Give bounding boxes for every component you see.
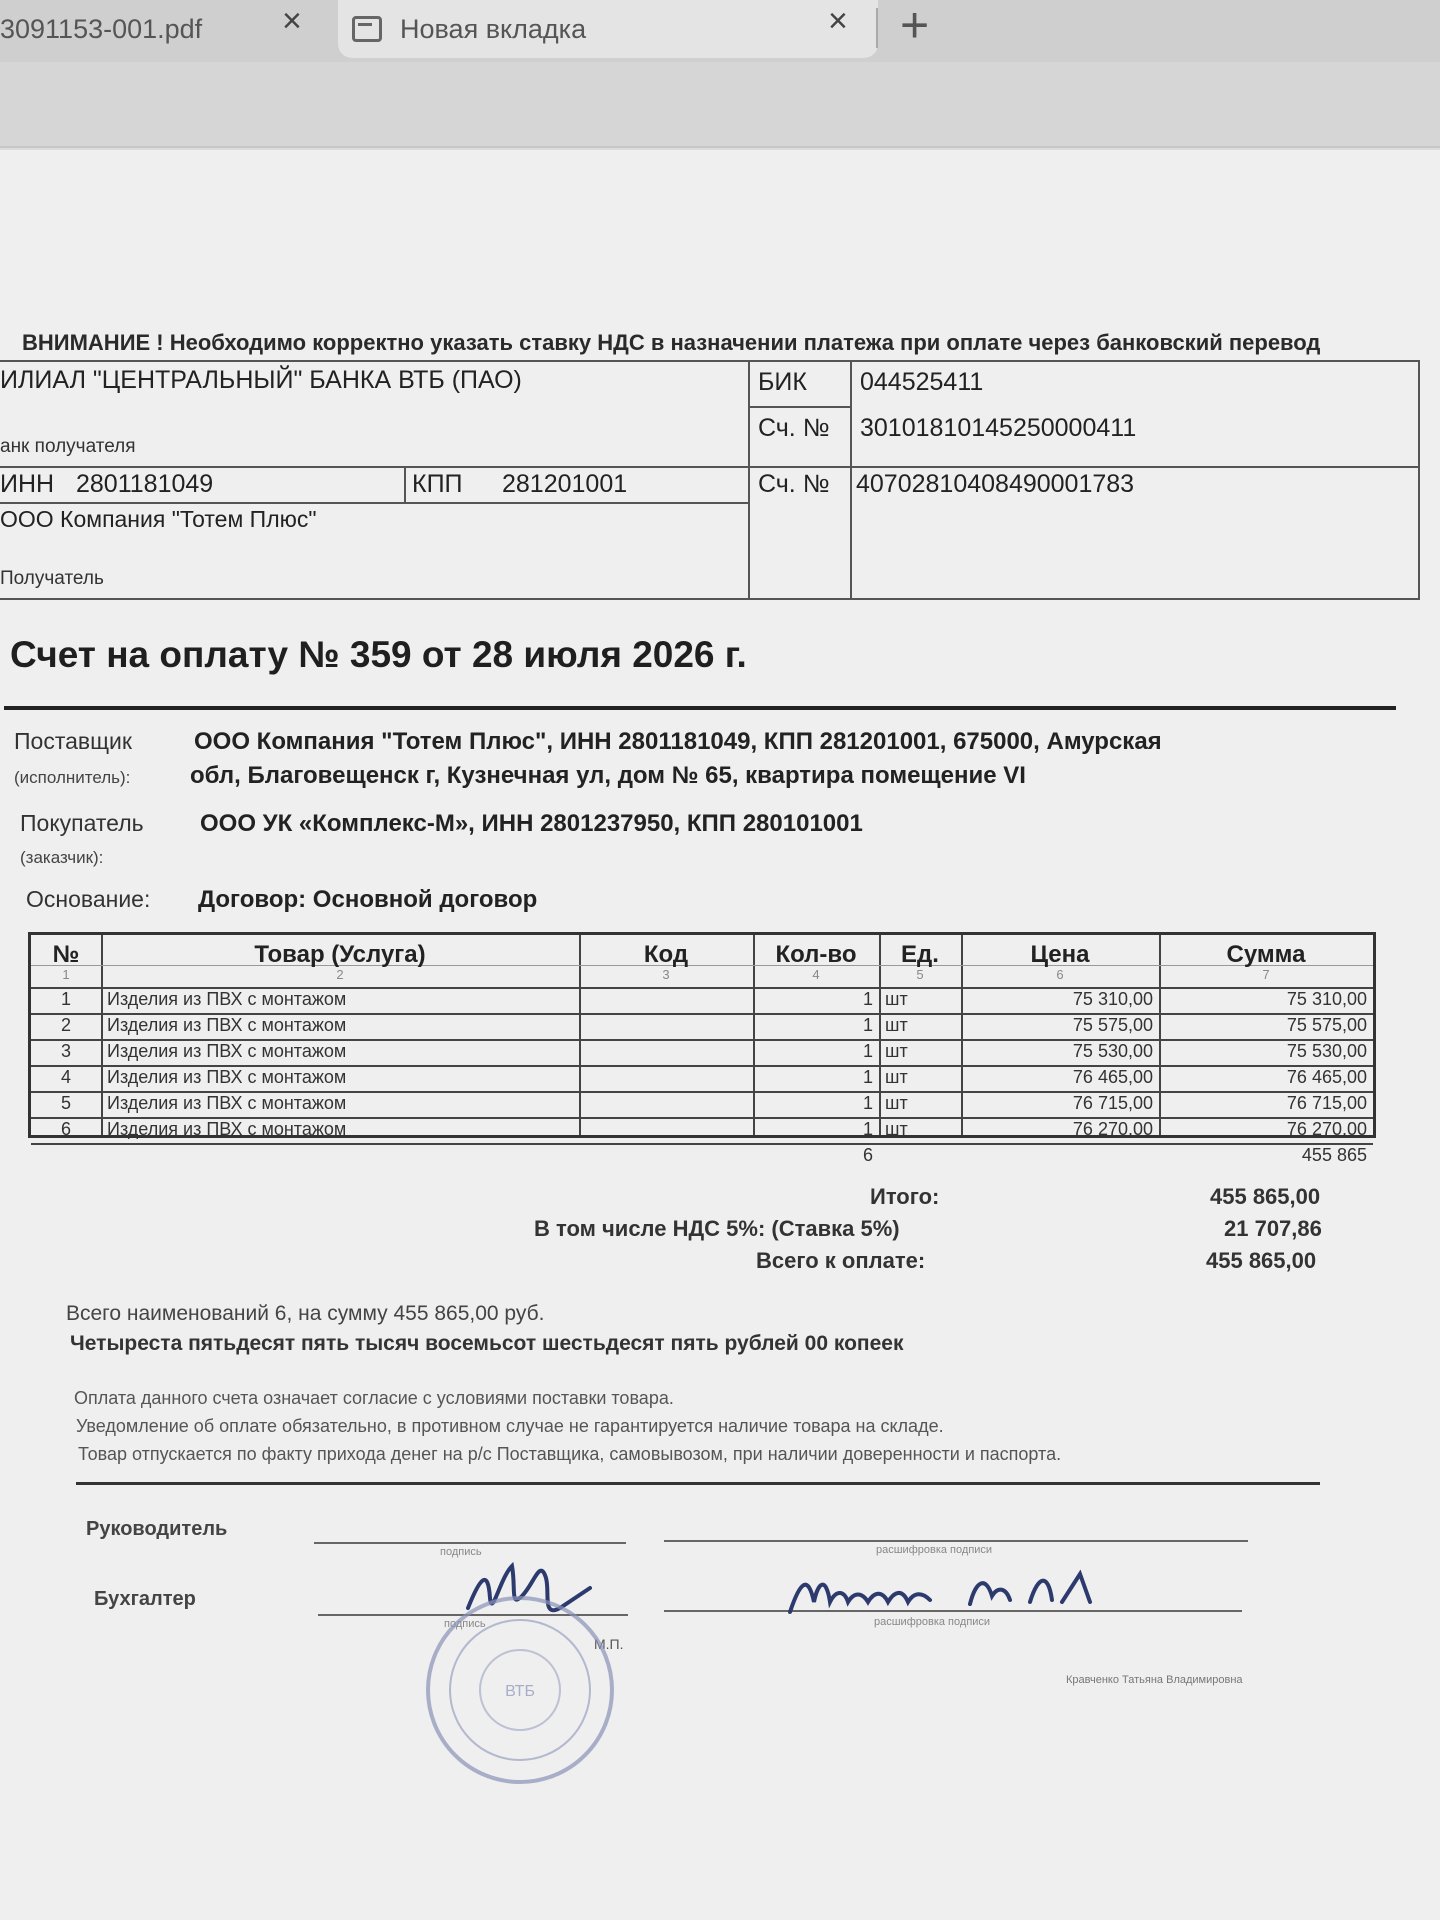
items-cell: 75 575,00: [1286, 1015, 1367, 1035]
items-col-number: 3: [662, 967, 670, 982]
items-cell: Изделия из ПВХ с монтажом: [107, 1015, 347, 1035]
kpp-value: 281201001: [502, 470, 628, 498]
items-cell: 1: [862, 1119, 873, 1139]
recipient-label: Получатель: [0, 568, 104, 589]
items-header-1: Товар (Услуга): [254, 941, 426, 968]
bank-vline: [748, 362, 750, 598]
director-decode-line: [664, 1540, 1248, 1542]
items-cell: 75 530,00: [1072, 1041, 1153, 1061]
items-footer-qty: 6: [862, 1145, 873, 1165]
company-seal: [420, 1590, 620, 1790]
items-header-4: Ед.: [901, 941, 939, 968]
bank-details-table: [0, 360, 1420, 600]
tab-separator: [876, 8, 878, 48]
invoice-page: [0, 150, 1440, 1920]
items-cell: шт: [885, 1119, 908, 1139]
items-cell: 1: [862, 1015, 873, 1035]
items-table: [28, 932, 1376, 1165]
items-header-5: Цена: [1030, 941, 1090, 968]
kpp-label: КПП: [412, 470, 463, 498]
condition-1: Оплата данного счета означает согласие с условиями поставки товара.: [74, 1388, 674, 1408]
tab-pdf-title: 3091153-001.pdf: [0, 13, 203, 44]
items-cell: Изделия из ПВХ с монтажом: [107, 1067, 347, 1087]
amount-in-words: Четыреста пятьдесят пять тысяч восемьсот шестьдесят пять рублей 00 копеек: [70, 1332, 904, 1355]
supplier-sub: (исполнитель):: [14, 768, 131, 787]
items-header-2: Код: [643, 941, 689, 968]
supplier-line2: обл, Благовещенск г, Кузнечная ул, дом № 65, квартира помещение VI: [190, 762, 1026, 789]
items-col-number: 2: [336, 967, 344, 982]
total-label: Итого:: [870, 1184, 940, 1209]
toolbar-divider: [0, 146, 1440, 148]
items-cell: шт: [885, 989, 908, 1009]
items-cell: 76 715,00: [1286, 1093, 1367, 1113]
account-label: Сч. №: [758, 470, 830, 498]
items-col-number: 6: [1056, 967, 1064, 982]
items-cell: 4: [60, 1067, 71, 1087]
items-footer-sum: 455 865: [1301, 1145, 1367, 1165]
items-col-number: 4: [812, 967, 820, 982]
items-cell: 76 715,00: [1072, 1093, 1153, 1113]
items-header-6: Сумма: [1226, 941, 1306, 968]
bik-label: БИК: [758, 368, 807, 396]
items-cell: 5: [60, 1093, 71, 1113]
items-cell: Изделия из ПВХ с монтажом: [107, 1119, 347, 1139]
items-cell: 1: [862, 1041, 873, 1061]
basis-text: Договор: Основной договор: [198, 886, 538, 913]
items-cell: 75 575,00: [1072, 1015, 1153, 1035]
account-value: 40702810408490001783: [856, 470, 1135, 498]
director-sign-caption: подпись: [440, 1546, 482, 1558]
director-decode-caption: расшифровка подписи: [876, 1544, 993, 1556]
bank-vline: [404, 466, 406, 502]
buyer-sub: (заказчик):: [20, 848, 104, 867]
items-cell: 75 530,00: [1286, 1041, 1367, 1061]
buyer-label: Покупатель: [20, 810, 144, 836]
items-cell: шт: [885, 1041, 908, 1061]
conditions-rule: [76, 1482, 1320, 1485]
tab-new[interactable]: [338, 0, 878, 58]
title-rule: [4, 706, 1396, 710]
vat-warning: ВНИМАНИЕ ! Необходимо корректно указать ставку НДС в назначении платежа при оплате через банковский перевод: [22, 330, 1321, 355]
bank-name: ИЛИАЛ "ЦЕНТРАЛЬНЫЙ" БАНКА ВТБ (ПАО): [0, 366, 522, 394]
total-value: 455 865,00: [1210, 1184, 1321, 1209]
tab-new-title: Новая вкладка: [400, 13, 587, 44]
items-cell: 76 270,00: [1286, 1119, 1367, 1139]
items-cell: 76 465,00: [1286, 1067, 1367, 1087]
condition-3: Товар отпускается по факту прихода денег на р/с Поставщика, самовывозом, при наличии доверенности и паспорта.: [78, 1444, 1062, 1464]
condition-2: Уведомление об оплате обязательно, в противном случае не гарантируется наличие товара на складе.: [76, 1416, 944, 1436]
vat-label: В том числе НДС 5%: (Ставка 5%): [534, 1216, 900, 1241]
items-count-line: Всего наименований 6, на сумму 455 865,00 руб.: [66, 1302, 545, 1325]
items-cell: шт: [885, 1015, 908, 1035]
vat-value: 21 707,86: [1224, 1216, 1322, 1241]
items-cell: шт: [885, 1067, 908, 1087]
grand-total-label: Всего к оплате:: [756, 1248, 926, 1273]
items-cell: 3: [60, 1041, 71, 1061]
items-cell: Изделия из ПВХ с монтажом: [107, 1041, 347, 1061]
bank-hline: [0, 502, 748, 504]
grand-total-value: 455 865,00: [1206, 1248, 1317, 1273]
items-col-number: 5: [916, 967, 924, 982]
accountant-sign-caption: подпись: [444, 1618, 486, 1630]
supplier-line1: ООО Компания "Тотем Плюс", ИНН 2801181049, КПП 281201001, 675000, Амурская: [194, 728, 1162, 755]
director-sign-line: [314, 1542, 626, 1544]
items-cell: 75 310,00: [1072, 989, 1153, 1009]
items-cell: 1: [862, 1093, 873, 1113]
items-header-3: Кол-во: [775, 941, 857, 968]
items-cell: Изделия из ПВХ с монтажом: [107, 989, 347, 1009]
page-icon: [352, 16, 382, 42]
bik-value: 044525411: [860, 368, 984, 396]
corr-account-label: Сч. №: [758, 414, 830, 442]
tab-pdf[interactable]: [0, 0, 330, 58]
close-icon[interactable]: ×: [282, 2, 302, 40]
items-cell: 6: [60, 1119, 71, 1139]
accountant-label: Бухгалтер: [94, 1588, 196, 1610]
recipient-name: ООО Компания "Тотем Плюс": [0, 506, 317, 532]
browser-tabbar: [0, 0, 1440, 62]
responsible-person: Кравченко Татьяна Владимировна: [1066, 1674, 1243, 1686]
bank-hline: [750, 406, 850, 408]
buyer-text: ООО УК «Комплекс-М», ИНН 2801237950, КПП 280101001: [200, 810, 863, 837]
invoice-title: Счет на оплату № 359 от 28 июля 2026 г.: [10, 634, 747, 675]
bank-vline: [850, 362, 852, 598]
bank-hline: [0, 466, 1418, 468]
items-cell: 1: [862, 989, 873, 1009]
corr-account-value: 30101810145250000411: [860, 414, 1137, 442]
items-header-0: №: [52, 941, 80, 968]
items-cell: Изделия из ПВХ с монтажом: [107, 1093, 347, 1113]
new-tab-icon[interactable]: +: [900, 0, 930, 53]
close-icon[interactable]: ×: [828, 2, 848, 40]
items-cell: шт: [885, 1093, 908, 1113]
stamp-place-mark: М.П.: [594, 1636, 624, 1652]
items-cell: 1: [60, 989, 71, 1009]
browser-toolbar: [0, 62, 1440, 148]
items-col-number: 1: [62, 967, 70, 982]
supplier-label: Поставщик: [14, 728, 132, 754]
basis-label: Основание:: [26, 886, 151, 912]
items-cell: 76 465,00: [1072, 1067, 1153, 1087]
items-col-number: 7: [1262, 967, 1270, 982]
inn-label: ИНН: [0, 470, 55, 498]
items-cell: 2: [60, 1015, 71, 1035]
accountant-signature-image: [780, 1562, 1140, 1622]
items-cell: 75 310,00: [1286, 989, 1367, 1009]
accountant-decode-caption: расшифровка подписи: [874, 1616, 991, 1628]
items-cell: 76 270,00: [1072, 1119, 1153, 1139]
seal-text: ВТБ: [505, 1683, 535, 1700]
inn-value: 2801181049: [76, 470, 214, 498]
items-cell: 1: [862, 1067, 873, 1087]
director-label: Руководитель: [86, 1518, 228, 1540]
bank-label: анк получателя: [0, 436, 136, 457]
